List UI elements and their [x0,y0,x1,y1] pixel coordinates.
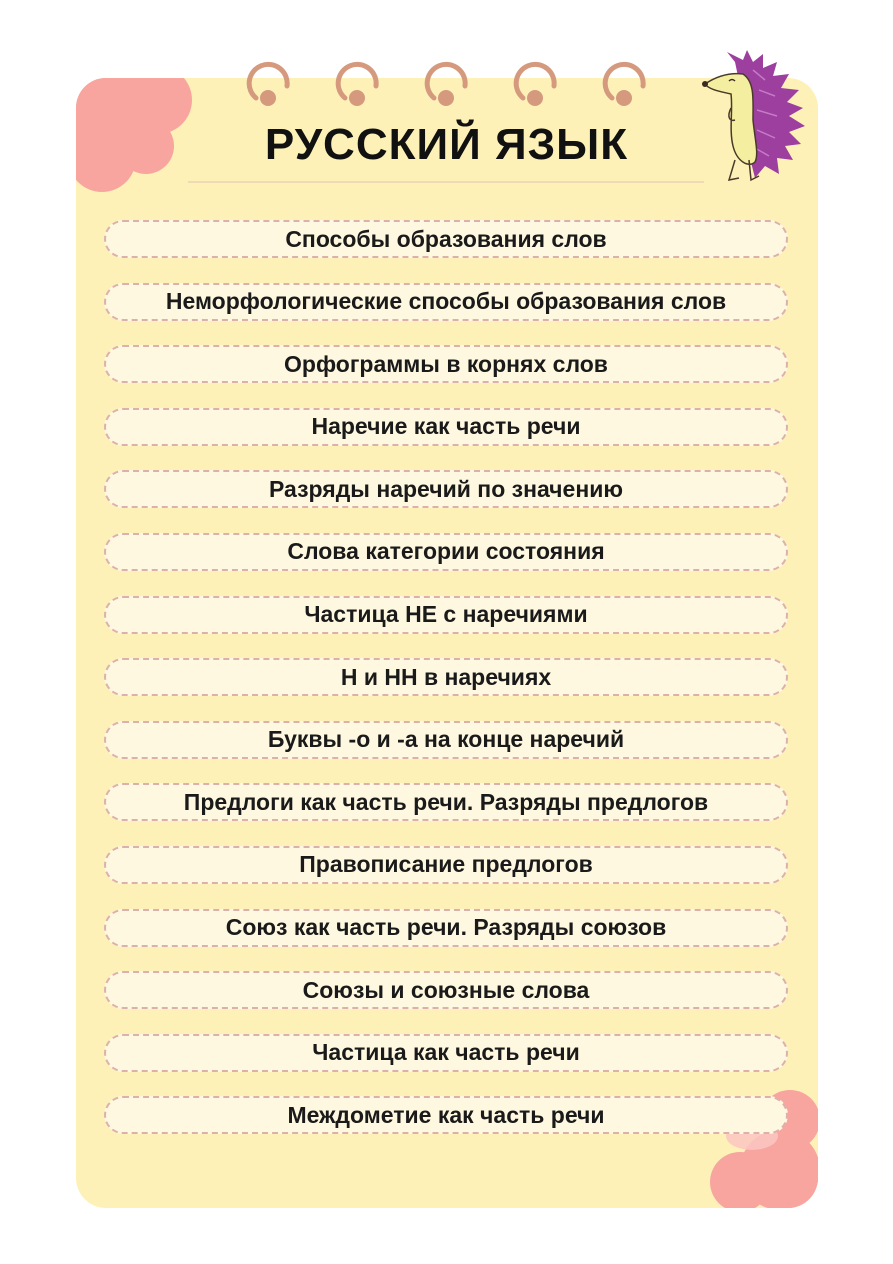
topic-item: Способы образования слов [104,220,788,258]
topic-item: Союзы и союзные слова [104,971,788,1009]
page-title: РУССКИЙ ЯЗЫК [264,120,629,169]
title-divider [188,181,704,183]
topic-item: Орфограммы в корнях слов [104,345,788,383]
topic-item: Наречие как часть речи [104,408,788,446]
topic-item: Частица как часть речи [104,1034,788,1072]
topic-item: Правописание предлогов [104,846,788,884]
topic-item: Разряды наречий по значению [104,470,788,508]
topic-item: Неморфологические способы образования слов [104,283,788,321]
topic-item: Буквы -о и -а на конце наречий [104,721,788,759]
topic-list [104,220,788,1159]
topic-item: Частица НЕ с наречиями [104,596,788,634]
topic-item: Н и НН в наречиях [104,658,788,696]
topic-item: Междометие как часть речи [104,1096,788,1134]
topic-item: Слова категории состояния [104,533,788,571]
topic-item: Предлоги как часть речи. Разряды предлогов [104,783,788,821]
topic-item: Союз как часть речи. Разряды союзов [104,909,788,947]
